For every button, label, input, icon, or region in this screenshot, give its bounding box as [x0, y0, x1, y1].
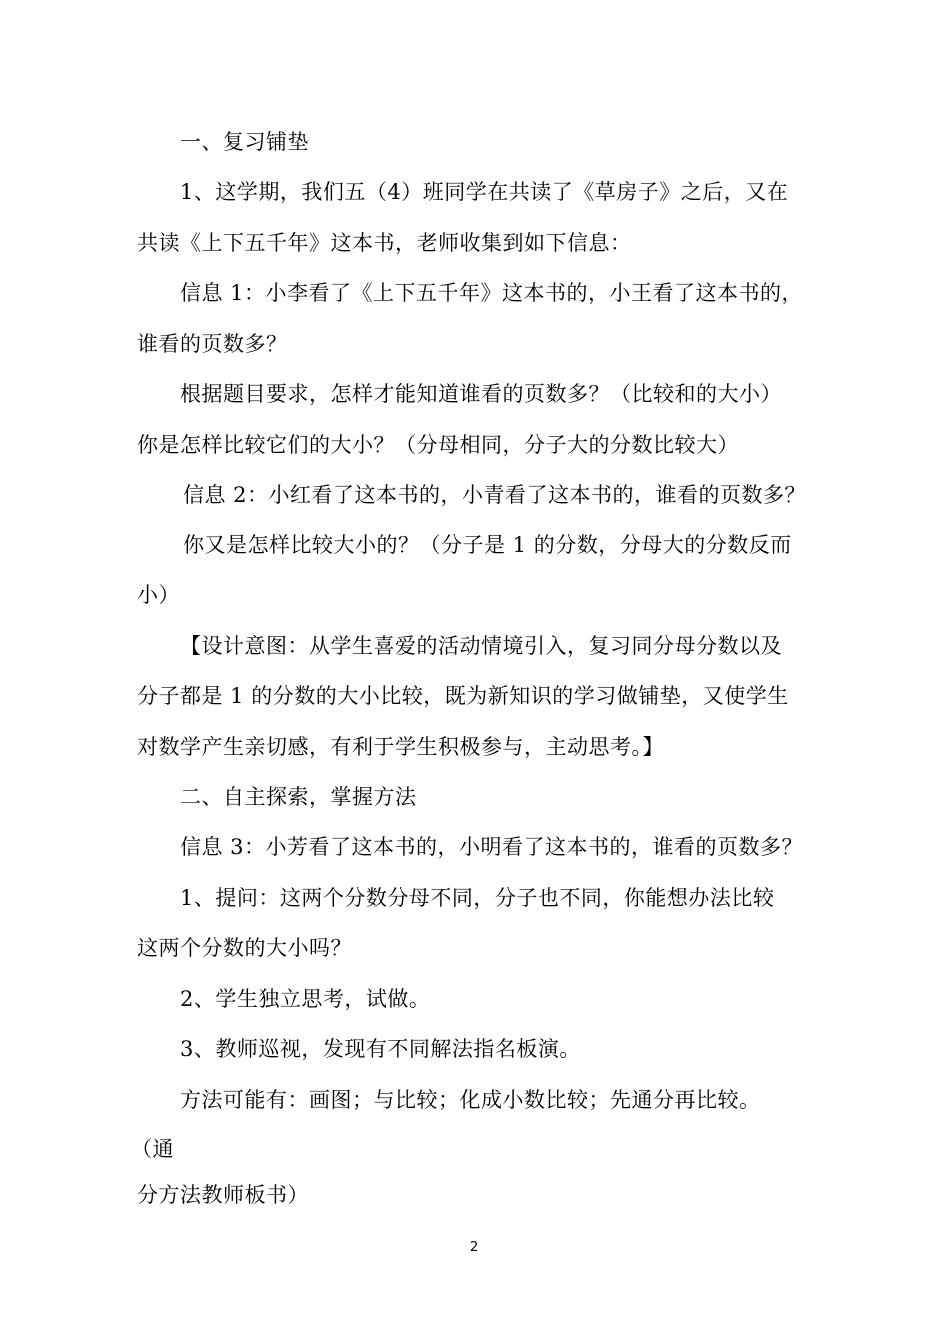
design-intent-line: 【设计意图：从学生喜爱的活动情境引入，复习同分母分数以及	[180, 634, 782, 658]
paragraph-line: 你又是怎样比较大小的？（分子是 1 的分数，分母大的分数反而	[183, 533, 792, 557]
paragraph-line: 方法可能有：画图；与比较；化成小数比较；先通分再比较。	[180, 1088, 761, 1112]
design-intent-line: 对数学产生亲切感，有利于学生积极参与，主动思考。】	[137, 735, 664, 759]
paragraph-line: 共读《上下五千年》这本书，老师收集到如下信息：	[137, 231, 632, 255]
paragraph-line: （通	[131, 1137, 174, 1161]
section-heading-review: 一、复习铺垫	[180, 130, 309, 154]
design-intent-line: 分子都是 1 的分数的大小比较，既为新知识的学习做铺垫，又使学生	[137, 684, 789, 708]
page-number: 2	[470, 1240, 479, 1255]
section-heading-explore: 二、自主探索，掌握方法	[180, 785, 417, 809]
paragraph-line: 谁看的页数多？	[137, 332, 288, 356]
paragraph-line: 2、学生独立思考，试做。	[180, 987, 431, 1011]
paragraph-line: 信息 1：小李看了《上下五千年》这本书的，小王看了这本书的，	[180, 281, 804, 305]
paragraph-line: 1、这学期，我们五（4）班同学在共读了《草房子》之后，又在	[180, 180, 789, 204]
paragraph-line: 分方法教师板书）	[137, 1183, 309, 1207]
paragraph-line: 信息 2：小红看了这本书的，小青看了这本书的，谁看的页数多？	[183, 483, 807, 507]
paragraph-line: 这两个分数的大小吗？	[137, 936, 352, 960]
paragraph-line: 小）	[137, 583, 180, 607]
paragraph-line: 3、教师巡视，发现有不同解法指名板演。	[180, 1037, 581, 1061]
paragraph-line: 1、提问：这两个分数分母不同，分子也不同，你能想办法比较	[180, 886, 775, 910]
paragraph-line: 信息 3：小芳看了这本书的，小明看了这本书的，谁看的页数多？	[180, 835, 804, 859]
paragraph-line: 根据题目要求，怎样才能知道谁看的页数多？（比较和的大小）	[180, 382, 782, 406]
paragraph-line: 你是怎样比较它们的大小？（分母相同，分子大的分数比较大）	[137, 433, 739, 457]
